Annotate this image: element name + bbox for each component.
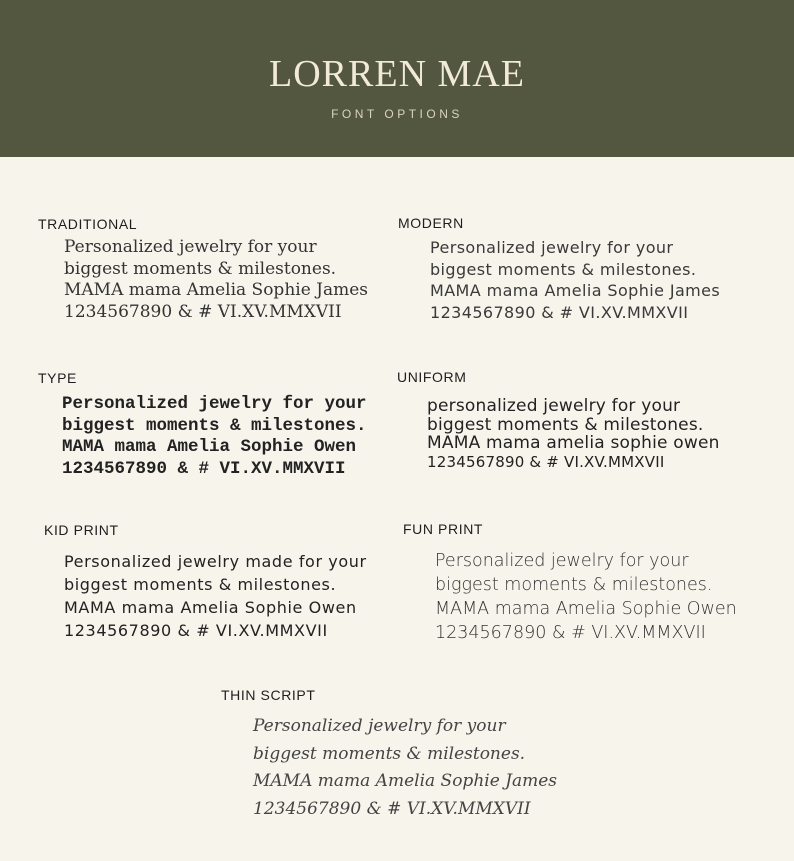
font-option-fun-print — [403, 520, 737, 643]
font-sample — [427, 397, 720, 471]
sample-line: 1234567890 & # VI.XV.MMXVII — [435, 623, 706, 643]
font-option-uniform — [397, 368, 720, 471]
sample-line: Personalized jewelry for your — [62, 394, 367, 414]
page-subtitle: FONT OPTIONS — [331, 107, 463, 121]
sample-line: 1234567890 & # VI.XV.MMXVII — [253, 798, 531, 819]
font-label: KID PRINT — [44, 522, 119, 538]
font-sample — [430, 237, 720, 323]
font-option-type — [38, 369, 367, 479]
sample-line: Personalized jewelry made for your — [64, 552, 367, 571]
sample-line: MAMA mama Amelia Sophie James — [430, 281, 721, 300]
font-sample — [62, 394, 367, 480]
sample-line: personalized jewelry for your — [427, 396, 681, 416]
font-label: UNIFORM — [397, 369, 467, 385]
sample-line: 1234567890 & # VI.XV.MMXVII — [427, 452, 665, 471]
font-sample — [435, 549, 737, 645]
font-label: TRADITIONAL — [38, 216, 138, 232]
sample-line: Personalized jewelry for your — [253, 716, 506, 736]
font-option-kid-print — [44, 521, 367, 640]
sample-line: biggest moments & milestones. — [427, 414, 704, 435]
font-label: THIN SCRIPT — [221, 687, 316, 703]
sample-line: 1234567890 & # VI.XV.MMXVII — [62, 458, 346, 479]
font-sample — [64, 237, 368, 323]
sample-line: MAMA mama Amelia Sophie Owen — [64, 598, 357, 617]
sample-line: MAMA mama Amelia Sophie Owen — [62, 437, 357, 457]
sample-line: 1234567890 & # VI.XV.MMXVII — [430, 302, 689, 322]
sample-line: MAMA mama amelia sophie owen — [427, 433, 720, 453]
sample-line: biggest moments & milestones. — [435, 575, 713, 595]
font-option-modern — [398, 214, 721, 322]
sample-line: 1234567890 & # VI.XV.MMXVII — [64, 621, 328, 640]
sample-line: biggest moments & milestones. — [64, 575, 337, 594]
font-label: TYPE — [38, 370, 77, 386]
sample-line: Personalized jewelry for your — [64, 237, 317, 257]
sample-line: Personalized jewelry for your — [430, 238, 674, 257]
sample-line: biggest moments & milestones. — [62, 415, 367, 436]
font-sample — [64, 550, 367, 642]
sample-line: biggest moments & milestones. — [64, 258, 337, 279]
header-banner — [0, 0, 794, 157]
font-label: FUN PRINT — [403, 521, 484, 537]
sample-line: MAMA mama Amelia Sophie James — [64, 280, 369, 300]
sample-line: biggest moments & milestones. — [430, 259, 697, 279]
sample-line: biggest moments & milestones. — [253, 743, 526, 764]
sample-line: MAMA mama Amelia Sophie Owen — [435, 599, 737, 619]
brand-title: LORREN MAE — [269, 53, 525, 95]
sample-line: MAMA mama Amelia Sophie James — [253, 771, 558, 791]
font-sample — [253, 713, 557, 823]
font-option-thin-script — [221, 686, 558, 819]
sample-line: 1234567890 & # VI.XV.MMXVII — [64, 301, 342, 322]
font-label: MODERN — [398, 215, 464, 231]
sample-line: Personalized jewelry for your — [435, 551, 689, 571]
font-option-traditional — [38, 215, 369, 322]
